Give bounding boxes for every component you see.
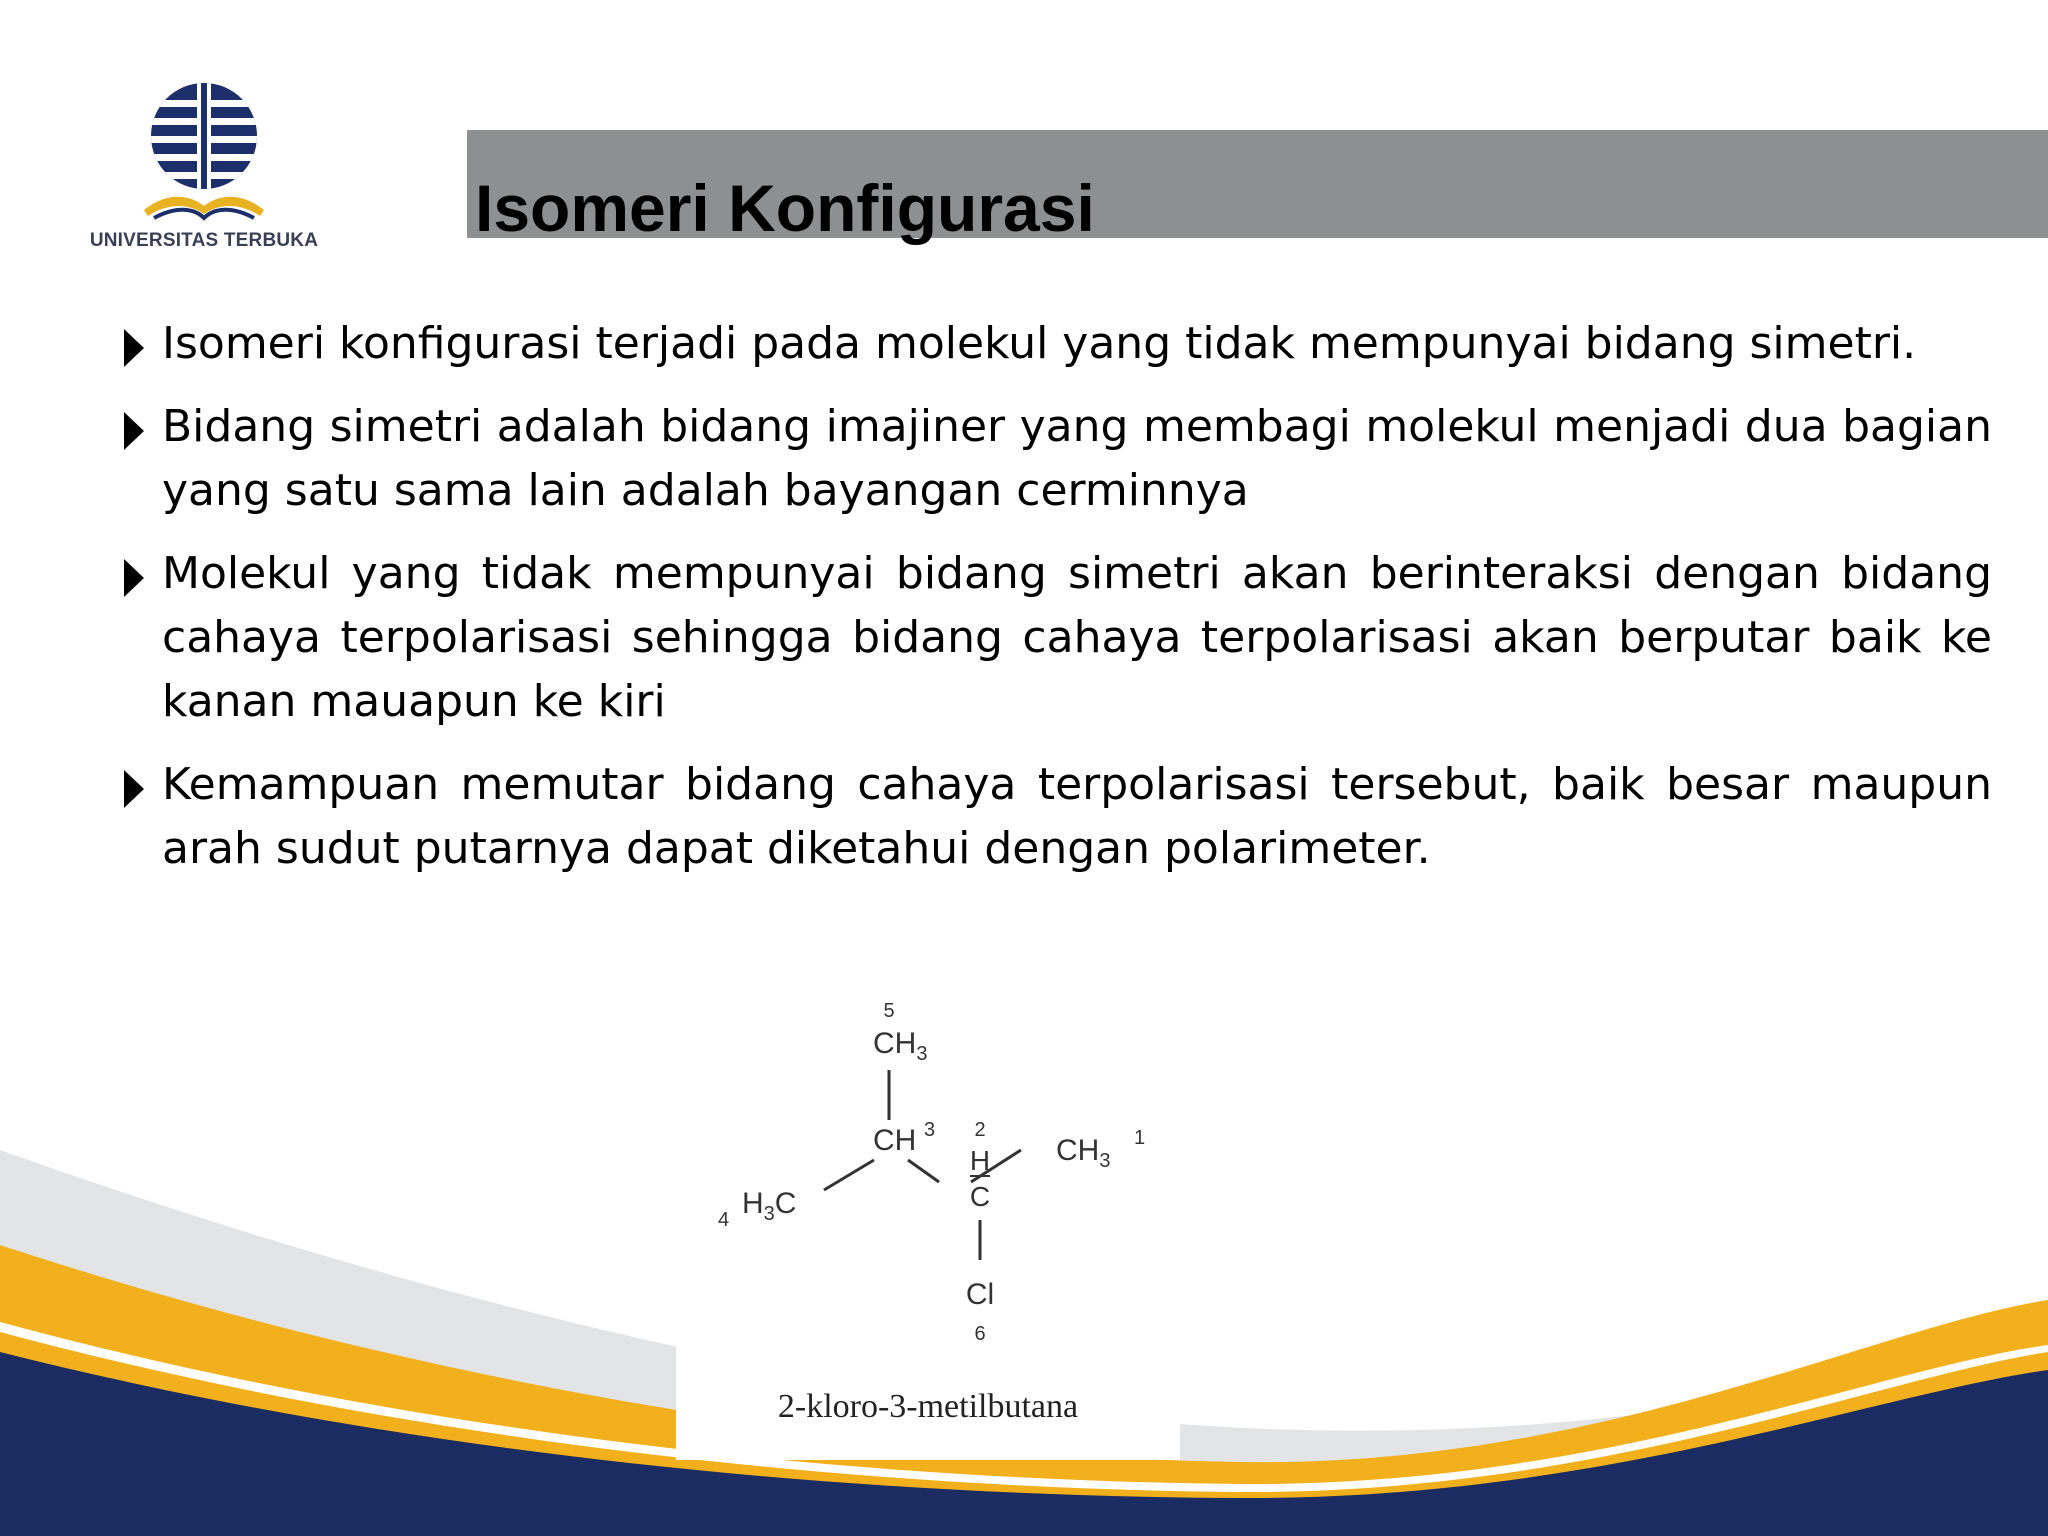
atom-label: $CH_3$ bbox=[1056, 1134, 1111, 1172]
bullet-list bbox=[120, 312, 1992, 900]
bullet-item bbox=[120, 753, 1992, 881]
triangle-right-icon bbox=[124, 329, 144, 367]
bullet-text: Isomeri konfigurasi terjadi pada molekul yang tidak mempunyai bidang simetri. bbox=[162, 318, 1917, 369]
atom-number: 3 bbox=[924, 1119, 936, 1141]
bullet-item bbox=[120, 395, 1992, 523]
bonds bbox=[824, 1070, 1021, 1260]
atom-number: 6 bbox=[974, 1323, 986, 1345]
atom-number: 2 bbox=[974, 1119, 986, 1141]
triangle-right-icon bbox=[124, 770, 144, 808]
bullet-text: Bidang simetri adalah bidang imajiner yang membagi molekul menjadi dua bagian yang satu sama lain adalah bayangan cerminnya bbox=[162, 401, 1992, 516]
atom-number: 5 bbox=[883, 1000, 895, 1022]
atom-label: C bbox=[969, 1181, 991, 1212]
logo-text: UNIVERSITAS TERBUKA bbox=[89, 230, 319, 251]
atom-label: H bbox=[969, 1145, 991, 1176]
slide-title: Isomeri Konfigurasi bbox=[475, 171, 1095, 245]
atom-label: CH bbox=[873, 1124, 917, 1157]
atom-label: Cl bbox=[965, 1278, 995, 1311]
figure-caption: 2-kloro-3-metilbutana bbox=[777, 1388, 1079, 1425]
atom-number: 1 bbox=[1134, 1127, 1146, 1149]
bullet-text: Molekul yang tidak mempunyai bidang simetri akan berinteraksi dengan bidang cahaya terpolarisasi sehingga bidang cahaya terpolarisasi akan berputar baik ke kanan mauapun ke kiri bbox=[162, 548, 1992, 727]
bullet-text: Kemampuan memutar bidang cahaya terpolarisasi tersebut, baik besar maupun arah sudut putarnya dapat diketahui dengan polarimeter. bbox=[162, 759, 1992, 874]
atom-number: 4 bbox=[718, 1209, 730, 1231]
structural-formula bbox=[676, 990, 1180, 1370]
atom-label: $H_3C$ bbox=[742, 1187, 797, 1225]
molecule-figure bbox=[676, 990, 1180, 1460]
bullet-item bbox=[120, 542, 1992, 734]
triangle-right-icon bbox=[124, 412, 144, 450]
triangle-right-icon bbox=[124, 559, 144, 597]
atom-label: $CH_3$ bbox=[873, 1027, 928, 1065]
bullet-item bbox=[120, 312, 1992, 376]
globe-icon bbox=[144, 80, 264, 200]
